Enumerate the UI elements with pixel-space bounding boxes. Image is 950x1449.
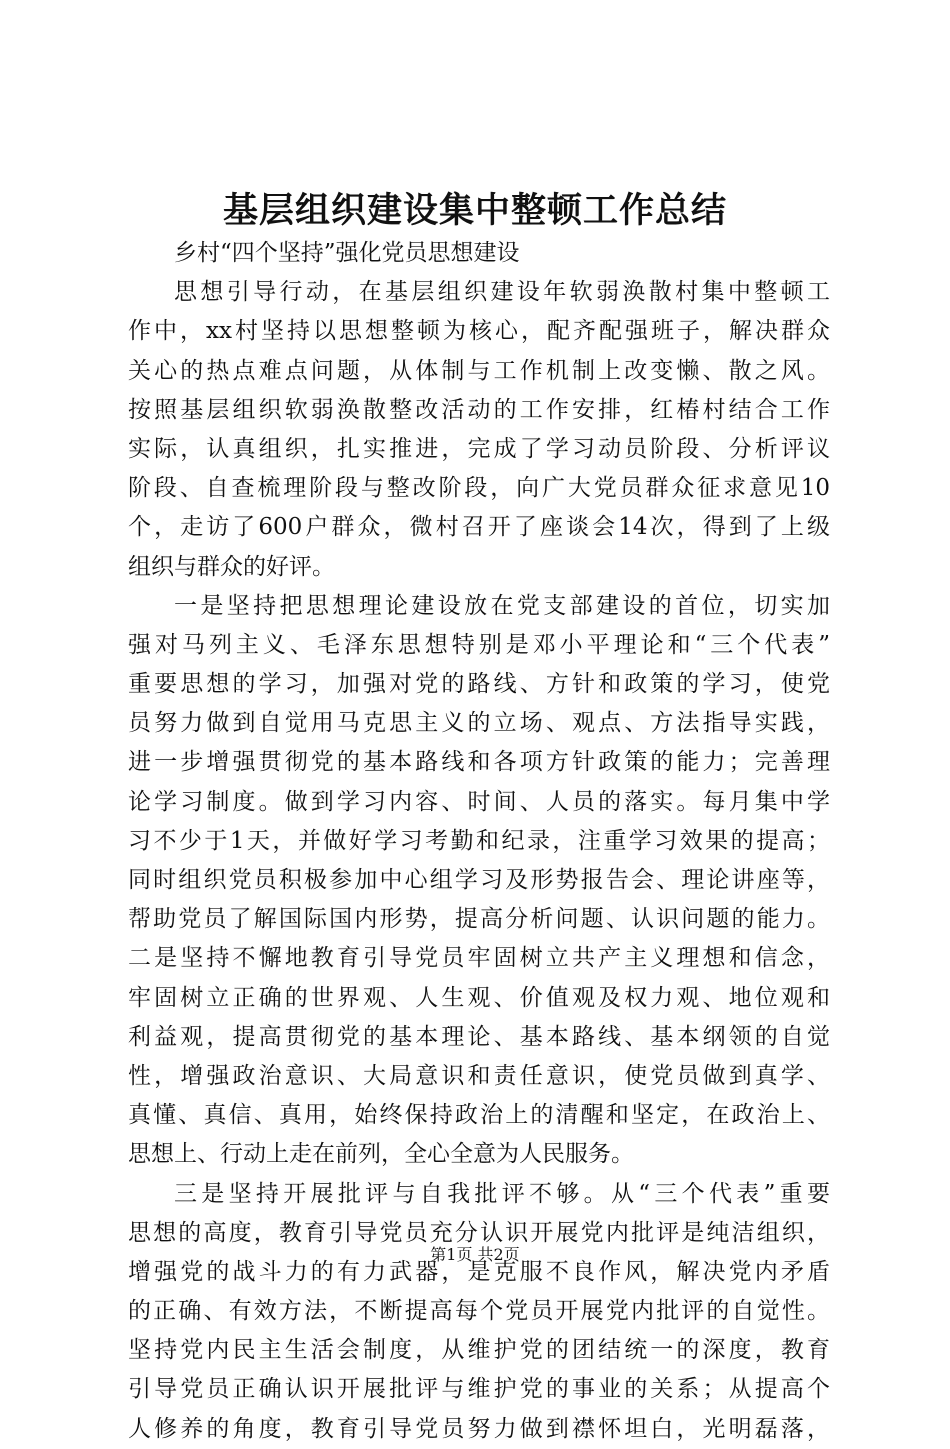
text-line: 个，走访了600户群众，微村召开了座谈会14次，得到了上级 xyxy=(128,514,830,541)
text-line: 引导党员正确认识开展批评与维护党的事业的关系；从提高个 xyxy=(128,1376,830,1403)
text-line: 三是坚持开展批评与自我批评不够。从“三个代表”重要 xyxy=(174,1180,830,1207)
subtitle-line: 乡村“四个坚持”强化党员思想建设 xyxy=(174,240,520,266)
text-line: 思想上、行动上走在前列，全心全意为人民服务。 xyxy=(128,1141,634,1168)
text-line: 牢固树立正确的世界观、人生观、价值观及权力观、地位观和 xyxy=(128,984,830,1011)
text-line: 按照基层组织软弱涣散整改活动的工作安排，红椿村结合工作 xyxy=(128,396,830,423)
text-line: 进一步增强贯彻党的基本路线和各项方针政策的能力；完善理 xyxy=(128,749,830,776)
text-line: 强对马列主义、毛泽东思想特别是邓小平理论和“三个代表” xyxy=(128,631,830,658)
text-line: 思想引导行动，在基层组织建设年软弱涣散村集中整顿工 xyxy=(174,279,830,306)
text-line: 利益观，提高贯彻党的基本理论、基本路线、基本纲领的自觉 xyxy=(128,1023,830,1050)
text-line: 阶段、自查梳理阶段与整改阶段，向广大党员群众征求意见10 xyxy=(128,475,830,502)
text-line: 帮助党员了解国际国内形势，提高分析问题、认识问题的能力。 xyxy=(128,906,830,933)
text-line: 真懂、真信、真用，始终保持政治上的清醒和坚定，在政治上、 xyxy=(128,1102,830,1129)
document-body xyxy=(128,234,830,1449)
text-line: 习不少于1天，并做好学习考勤和纪录，注重学习效果的提高； xyxy=(128,827,830,854)
text-line: 重要思想的学习，加强对党的路线、方针和政策的学习，使党 xyxy=(128,671,830,698)
text-line: 一是坚持把思想理论建设放在党支部建设的首位，切实加 xyxy=(174,592,830,619)
text-line: 增强党的战斗力的有力武器，是克服不良作风，解决党内矛盾 xyxy=(128,1258,830,1285)
document-title: 基层组织建设集中整顿工作总结 xyxy=(222,190,727,231)
page-footer: 第1页 共2页 xyxy=(430,1245,520,1264)
text-line: 员努力做到自觉用马克思主义的立场、观点、方法指导实践， xyxy=(128,710,830,737)
text-line: 性，增强政治意识、大局意识和责任意识，使党员做到真学、 xyxy=(128,1062,830,1089)
text-line: 组织与群众的好评。 xyxy=(128,553,335,580)
text-line: 思想的高度，教育引导党员充分认识开展党内批评是纯洁组织， xyxy=(128,1219,830,1246)
text-line: 人修养的角度，教育引导党员努力做到襟怀坦白，光明磊落， xyxy=(128,1415,830,1442)
text-line: 论学习制度。做到学习内容、时间、人员的落实。每月集中学 xyxy=(128,788,830,815)
text-line: 同时组织党员积极参加中心组学习及形势报告会、理论讲座等， xyxy=(128,867,830,893)
text-line: 坚持党内民主生活会制度，从维护党的团结统一的深度，教育 xyxy=(128,1337,830,1364)
text-line: 二是坚持不懈地教育引导党员牢固树立共产主义理想和信念， xyxy=(128,945,830,972)
text-line: 实际，认真组织，扎实推进，完成了学习动员阶段、分析评议 xyxy=(128,435,830,462)
text-line: 的正确、有效方法，不断提高每个党员开展党内批评的自觉性。 xyxy=(128,1298,830,1325)
text-line: 关心的热点难点问题，从体制与工作机制上改变懒、散之风。 xyxy=(128,357,830,384)
text-line: 作中，xx村坚持以思想整顿为核心，配齐配强班子，解决群众 xyxy=(128,318,830,345)
